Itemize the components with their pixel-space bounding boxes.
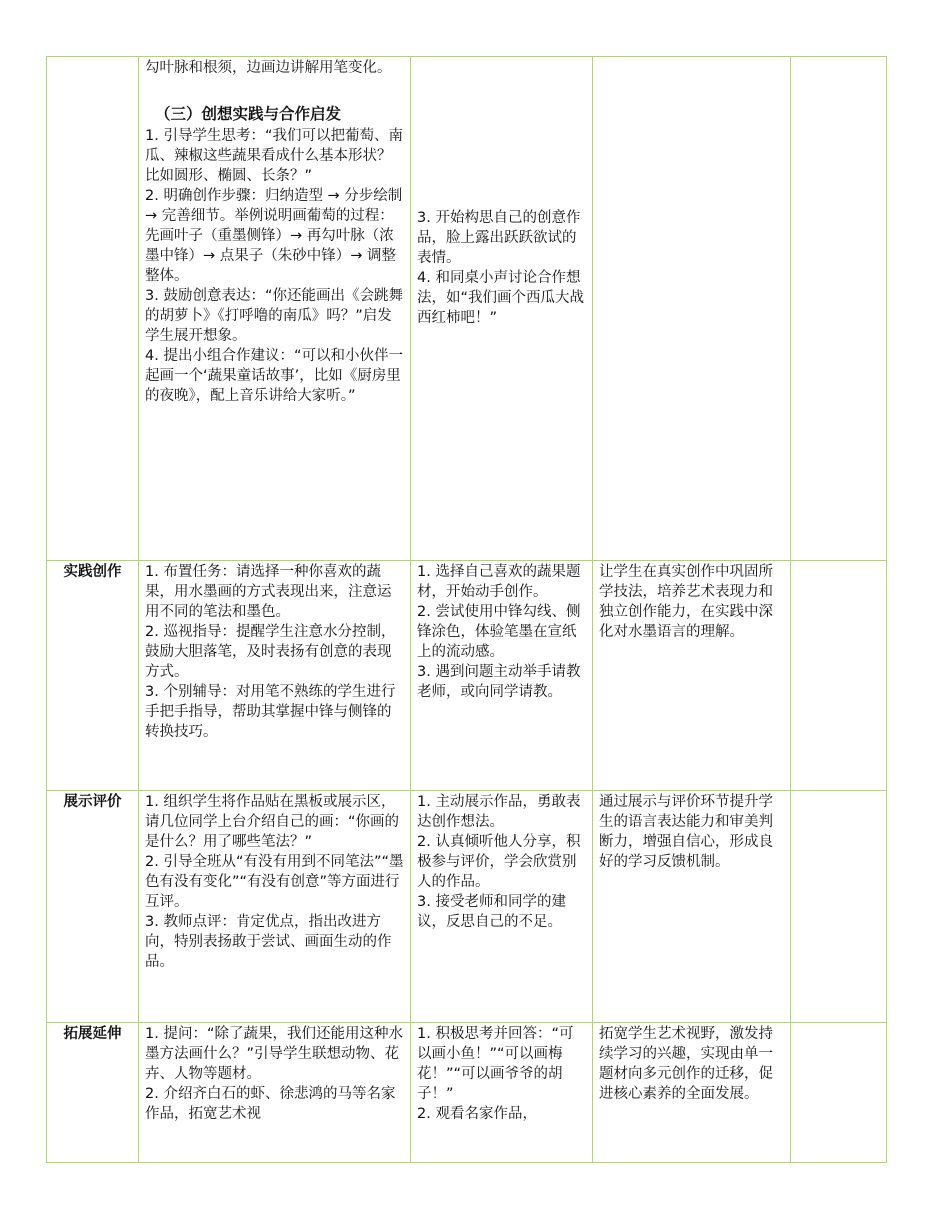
note-cell (791, 57, 887, 561)
table-row (47, 57, 887, 561)
teacher-activity-line: 1. 提问：“除了蔬果，我们还能用这种水墨方法画什么？”引导学生联想动物、花卉、人物等题材。 (145, 1026, 403, 1082)
student-activity-cell (411, 791, 593, 1023)
teacher-activity-line: 3. 个别辅导：对用笔不熟练的学生进行手把手指导，帮助其掌握中锋与侧锋的转换技巧。 (145, 684, 396, 740)
note-cell (791, 1023, 887, 1163)
teacher-activity-line: 3. 鼓励创意表达：“你还能画出《会跳舞的胡萝卜》《打呼噜的南瓜》吗？”启发学生展开想象。 (145, 288, 403, 344)
table-row (47, 561, 887, 791)
note-cell (791, 791, 887, 1023)
teacher-activity-line: 2. 巡视指导：提醒学生注意水分控制，鼓励大胆落笔，及时表扬有创意的表现方式。 (145, 624, 396, 680)
teacher-activity-line: 1. 组织学生将作品贴在黑板或展示区，请几位同学上台介绍自己的画：“你画的是什么？用了哪些笔法？” (145, 794, 400, 850)
student-activity-line: 3. 开始构思自己的创意作品，脸上露出跃跃欲试的表情。 (417, 210, 581, 266)
student-activity-line: 2. 观看名家作品， (417, 1106, 537, 1122)
teacher-activity-line: 2. 引导全班从“有没有用到不同笔法”“墨色有没有变化”“有没有创意”等方面进行互评。 (145, 854, 404, 910)
section-heading: （三）创想实践与合作启发 (155, 104, 342, 123)
student-activity-cell (411, 57, 593, 561)
teacher-activity-cell (139, 57, 411, 561)
design-intent-cell: 让学生在真实创作中巩固所学技法，培养艺术表现力和独立创作能力，在实践中深化对水墨语言的理解。 (593, 561, 791, 791)
stage-cell: 展示评价 (47, 791, 139, 1023)
stage-cell: 实践创作 (47, 561, 139, 791)
student-activity-line: 2. 认真倾听他人分享，积极参与评价，学会欣赏别人的作品。 (417, 834, 581, 890)
teacher-activity-cell (139, 1023, 411, 1163)
teacher-activity-line: 4. 提出小组合作建议：“可以和小伙伴一起画一个‘蔬果童话故事’，比如《厨房里的夜晚》，配上音乐讲给大家听。” (145, 348, 403, 404)
design-intent-cell: 通过展示与评价环节提升学生的语言表达能力和审美判断力，增强自信心，形成良好的学习反馈机制。 (593, 791, 791, 1023)
stage-cell (47, 57, 139, 561)
note-cell (791, 561, 887, 791)
stage-cell: 拓展延伸 (47, 1023, 139, 1163)
design-intent-cell: 拓宽学生艺术视野，激发持续学习的兴趣，实现由单一题材向多元创作的迁移，促进核心素养的全面发展。 (593, 1023, 791, 1163)
student-activity-cell (411, 561, 593, 791)
student-activity-line: 1. 选择自己喜欢的蔬果题材，开始动手创作。 (417, 564, 581, 600)
student-activity-line: 2. 尝试使用中锋勾线、侧锋涂色，体验笔墨在宣纸上的流动感。 (417, 604, 581, 660)
teacher-activity-line: 1. 引导学生思考：“我们可以把葡萄、南瓜、辣椒这些蔬果看成什么基本形状？比如圆形、椭圆、长条？” (145, 128, 403, 184)
teacher-activity-line: 1. 布置任务：请选择一种你喜欢的蔬果，用水墨画的方式表现出来，注意运用不同的笔法和墨色。 (145, 564, 392, 620)
teacher-activity-line: 2. 明确创作步骤：归纳造型 → 分步绘制 → 完善细节。举例说明画葡萄的过程：先画叶子（重墨侧锋）→ 再勾叶脉（浓墨中锋）→ 点果子（朱砂中锋）→ 调整整体。 (145, 188, 403, 284)
table-row (47, 1023, 887, 1163)
teacher-activity-cell (139, 561, 411, 791)
design-intent-cell (593, 57, 791, 561)
lesson-plan-table (46, 56, 887, 1163)
teacher-activity-line: 3. 教师点评：肯定优点，指出改进方向，特别表扬敢于尝试、画面生动的作品。 (145, 914, 392, 970)
teacher-activity-cell (139, 791, 411, 1023)
student-activity-line: 3. 遇到问题主动举手请教老师，或向同学请教。 (417, 664, 581, 700)
student-activity-cell (411, 1023, 593, 1163)
teacher-activity-line: 勾叶脉和根须，边画边讲解用笔变化。 (145, 60, 392, 76)
student-activity-line: 1. 积极思考并回答：“可以画小鱼！”“可以画梅花！”“可以画爷爷的胡子！” (417, 1026, 574, 1102)
teacher-activity-line: 2. 介绍齐白石的虾、徐悲鸿的马等名家作品，拓宽艺术视 (145, 1086, 396, 1122)
student-activity-line: 3. 接受老师和同学的建议，反思自己的不足。 (417, 894, 566, 930)
student-activity-line: 1. 主动展示作品，勇敢表达创作想法。 (417, 794, 581, 830)
table-row (47, 791, 887, 1023)
student-activity-line: 4. 和同桌小声讨论合作想法，如“我们画个西瓜大战西红柿吧！” (417, 270, 585, 326)
